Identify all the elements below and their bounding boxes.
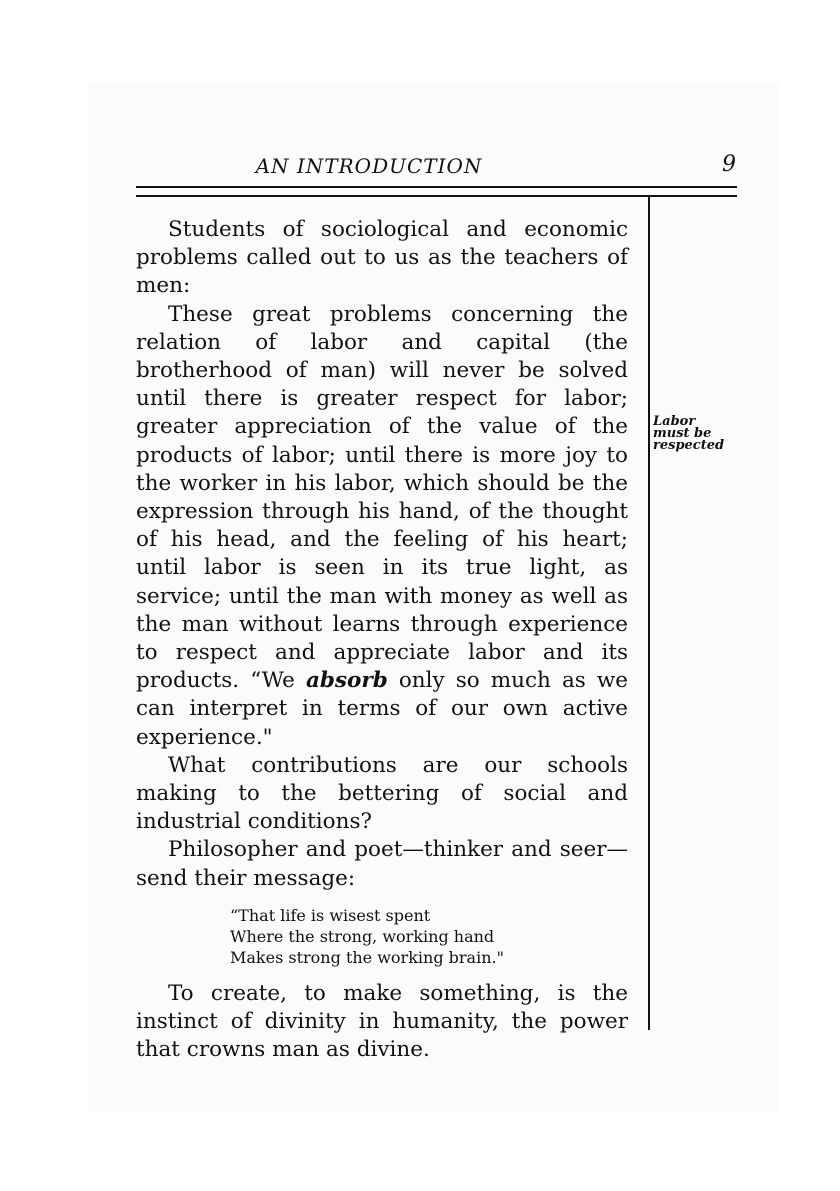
closing-paragraph: To create, to make something, is the instinct of divinity in humanity, the power that crowns man as divine. (136, 980, 628, 1063)
margin-note-line: Labor (653, 414, 696, 429)
verse-line: Where the strong, working hand (230, 926, 495, 946)
margin-note-line: must be (653, 426, 712, 441)
paragraph-3: What contributions are our schools making to the bettering of social and industrial conditions? (136, 752, 628, 835)
header-rule-top (136, 186, 737, 188)
paragraph-1: Students of sociological and economic problems called out to us as the teachers of men: (136, 217, 628, 299)
paragraph-2-continued: only so much as we can interpret in terms of our own active experience." (136, 668, 628, 750)
verse-line: Makes strong the working brain." (230, 947, 504, 967)
page-number: 9 (722, 152, 736, 177)
emphasis-word: absorb (305, 668, 388, 694)
verse-line: “That life is wisest spent (230, 905, 431, 925)
margin-note-line: respected (653, 438, 725, 453)
paragraph-4: Philosopher and poet—thinker and seer—send their message: (136, 837, 628, 891)
running-title: AN INTRODUCTION (255, 154, 483, 178)
paragraph-2 (136, 301, 628, 752)
verse-quote (230, 905, 628, 968)
paragraph-2-text: These great problems concerning the relation of labor and capital (the brotherhood of man) will never be solved until there is greater respect for labor; greater appreciation of the value of the products of labor; until there is more joy to the worker in his labor, which should be the expression through his hand, of the thought of his head, and the feeling of his heart; until labor is seen in its true light, as service; until the man with money as well as the man without learns through experience to respect and appreciate labor and its products. “We (136, 301, 628, 694)
body-text (136, 216, 628, 1064)
margin-note (653, 416, 743, 452)
running-head (136, 154, 740, 184)
margin-column-rule (648, 197, 650, 1030)
header-rule-bottom (136, 195, 737, 197)
